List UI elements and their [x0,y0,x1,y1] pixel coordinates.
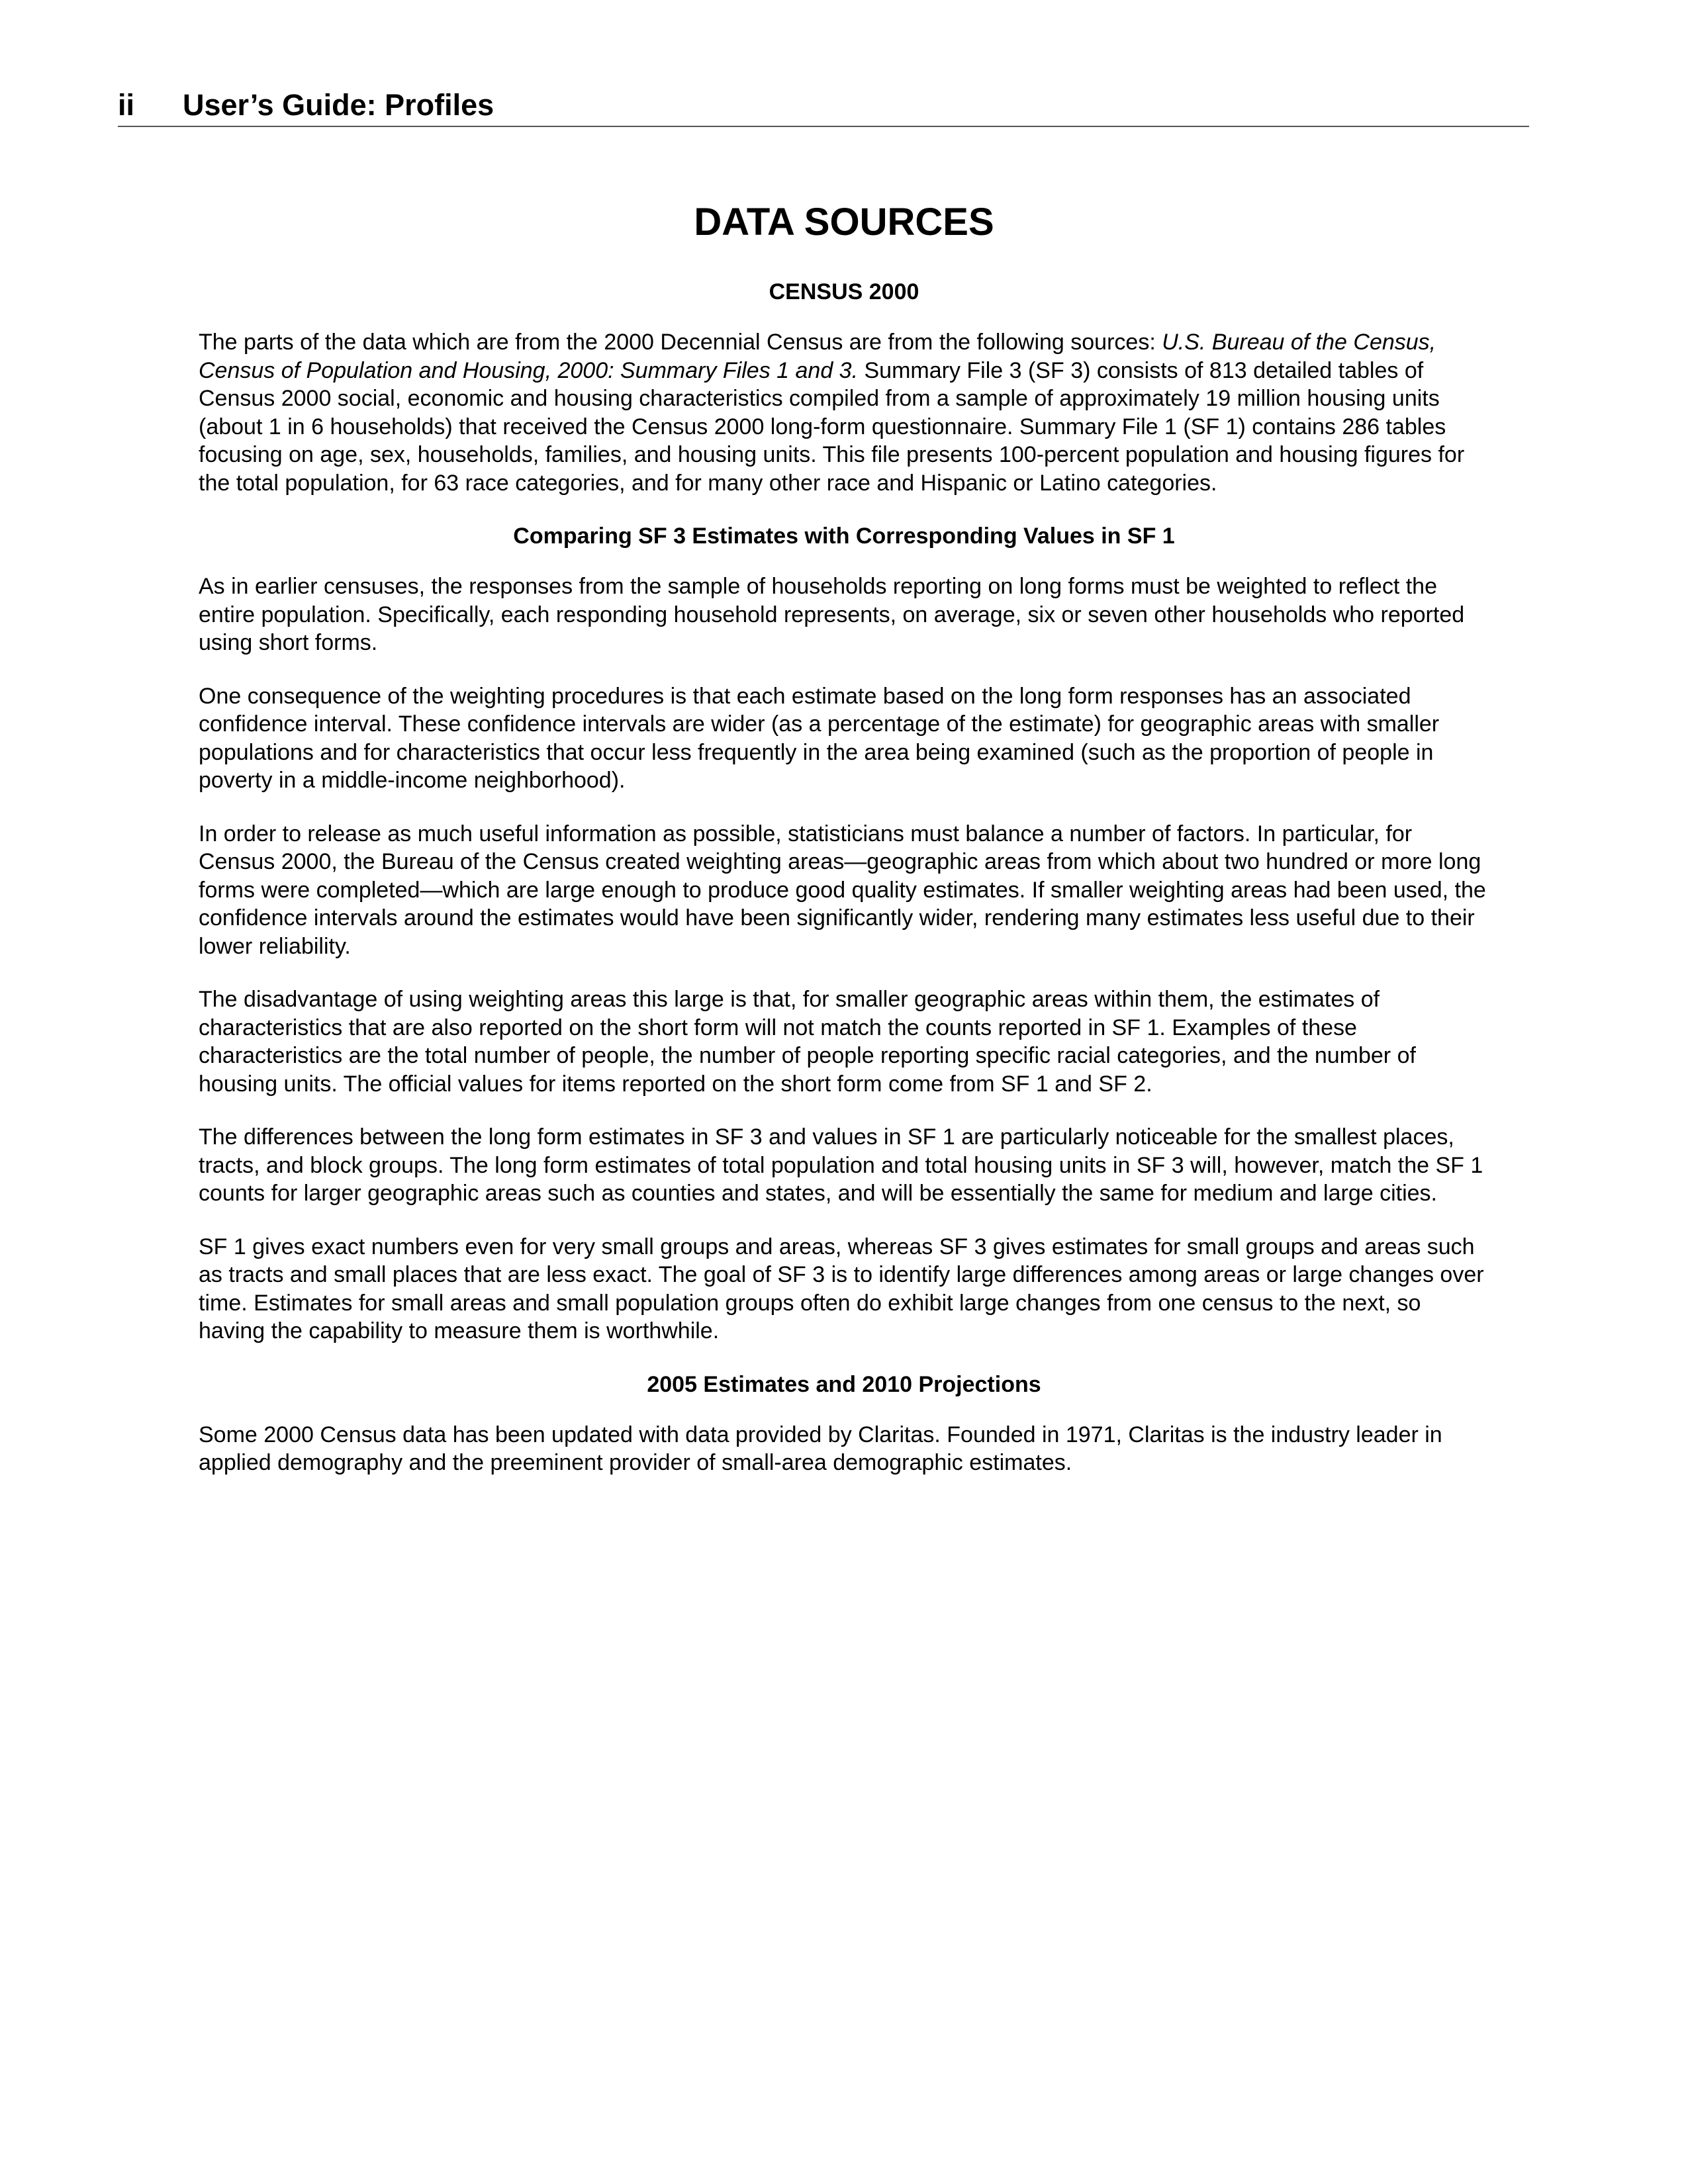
section-comparing-sf3-sf1 [199,522,1489,1345]
running-header [118,85,1529,127]
paragraph: In order to release as much useful information as possible, statisticians must balance a number of factors. In particular, for Census 2000, the Bureau of the Census created weighting areas—geographic areas from which about two hundred or more long forms were completed—which are large enough to produce good quality estimates. If smaller weighting areas had been used, the confidence intervals around the estimates would have been significantly wider, rendering many estimates less useful due to their lower reliability. [199,821,1486,959]
page-title: DATA SOURCES [694,201,994,244]
document-body [199,278,1489,1502]
page-number: ii [118,88,135,122]
paragraph: As in earlier censuses, the responses from the sample of households reporting on long forms must be weighted to reflect the entire population. Specifically, each responding household represents, on average, six or seven other households who reported using short forms. [199,574,1465,655]
paragraph-text: Summary File 3 (SF 3) consists of 813 detailed tables of Census 2000 social, economic and housing characteristics compiled from a sample of approximately 19 million housing units (about 1 in 6 households) that received the Census 2000 long-form questionnaire. Summary File 1 (SF 1) contains 286 tables focusing on age, sex, households, families, and housing units. This file presents 100-percent population and housing figures for the total population, for 63 race categories, and for many other race and Hispanic or Latino categories. [199,357,1465,496]
paragraph [199,328,1489,497]
section-heading: CENSUS 2000 [769,279,919,304]
paragraph-text: The parts of the data which are from the 2000 Decennial Census are from the following sources: [199,330,1162,355]
section-heading: Comparing SF 3 Estimates with Corresponding Values in SF 1 [513,523,1175,549]
source-citation: U.S. Bureau of the Census, Census of Population and Housing, 2000: Summary Files 1 and 3. [199,330,1436,383]
guide-title: User’s Guide: Profiles [183,88,494,122]
paragraph: The disadvantage of using weighting areas this large is that, for smaller geographic areas within them, the estimates of characteristics that are also reported on the short form will not match the counts reported in SF 1. Examples of these characteristics are the total number of people, the number of people reporting specific racial categories, and the number of housing units. The official values for items reported on the short form come from SF 1 and SF 2. [199,987,1416,1097]
section-census-2000 [199,278,1489,497]
paragraph: Some 2000 Census data has been updated with data provided by Claritas. Founded in 1971, Claritas is the industry leader in applied demography and the preeminent provider of small-area demographic estimates. [199,1422,1442,1475]
section-estimates-projections [199,1371,1489,1477]
paragraph: SF 1 gives exact numbers even for very small groups and areas, whereas SF 3 gives estimates for small groups and areas such as tracts and small places that are less exact. The goal of SF 3 is to identify large differences among areas or large changes over time. Estimates for small areas and small population groups often do exhibit large changes from one census to the next, so having the capability to measure them is worthwhile. [199,1234,1484,1343]
section-heading: 2005 Estimates and 2010 Projections [647,1371,1041,1397]
paragraph: The differences between the long form estimates in SF 3 and values in SF 1 are particularly noticeable for the smallest places, tracts, and block groups. The long form estimates of total population and total housing units in SF 3 will, however, match the SF 1 counts for larger geographic areas such as counties and states, and will be essentially the same for medium and large cities. [199,1124,1483,1206]
paragraph: One consequence of the weighting procedures is that each estimate based on the long form responses has an associated confidence interval. These confidence intervals are wider (as a percentage of the estimate) for geographic areas with smaller populations and for characteristics that occur less frequently in the area being examined (such as the proportion of people in poverty in a middle-income neighborhood). [199,683,1440,793]
